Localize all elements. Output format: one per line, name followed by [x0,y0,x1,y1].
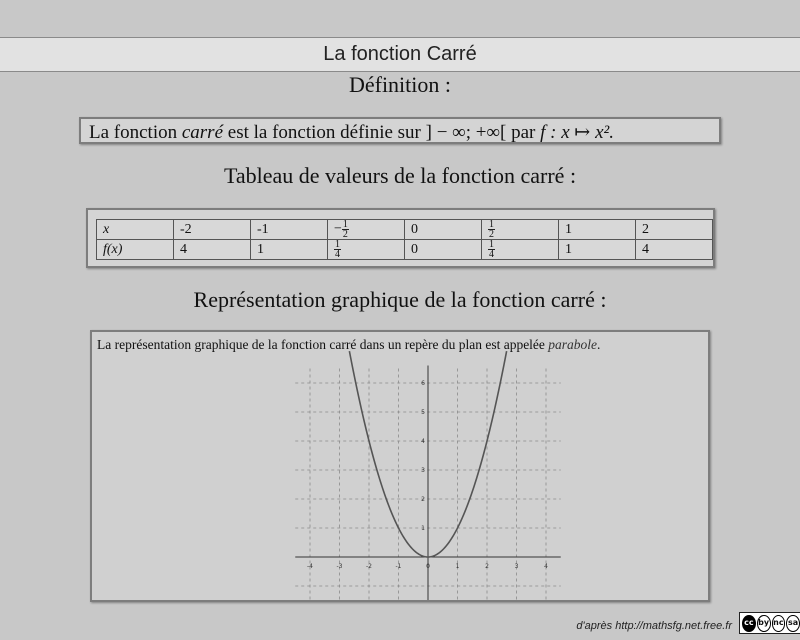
cc-license-badge [739,612,800,634]
table-cell-x-3: 0 [405,220,482,240]
table-cell-x-1: -1 [251,220,328,240]
table-heading: Tableau de valeurs de la fonction carré : [223,163,577,188]
definition-text-mid: est la fonction définie sur [223,122,426,143]
y-tick-label: 2 [421,496,425,503]
definition-italic-word: carré [181,122,224,143]
row-x-label: x [97,220,174,240]
definition-heading: Définition : [348,72,452,97]
x-tick-label: -1 [395,563,402,570]
table-cell-x-5: 1 [559,220,636,240]
values-table-box [86,208,715,268]
table-cell-fx-1: 1 [251,240,328,260]
x-tick-label: -3 [336,563,343,570]
cc-icon: cc [742,615,756,632]
y-tick-label: 3 [421,467,425,474]
slide-title: La fonction Carré [323,43,477,65]
y-tick-label: 5 [421,409,425,416]
table-cell-x-4: $\frac{1}{2}$ [482,220,559,240]
graph-text-end: . [597,337,601,352]
x-tick-label: -4 [307,563,313,570]
table-row-x [97,220,713,240]
graph-italic-word: parabole [548,337,598,352]
table-cell-fx-3: 0 [405,240,482,260]
x-tick-label: -2 [366,563,372,570]
table-cell-x-0: -2 [174,220,251,240]
credit-text: d'après http://mathsfg.net.free.fr [576,620,732,632]
table-cell-x-6: 2 [636,220,713,240]
graph-text: La représentation graphique de la fonction carré dans un repère du plan est appelée [97,337,549,352]
y-tick-label: 4 [421,438,425,445]
slide-title-bar [0,37,800,72]
parabola-chart [92,332,708,600]
graph-heading: Représentation graphique de la fonction carré : [193,287,607,312]
definition-text-before: La fonction [89,122,182,143]
definition-text-par: par [506,122,541,143]
table-cell-fx-4: $\frac{1}{4}$ [482,240,559,260]
x-tick-label: 3 [514,563,519,570]
x-tick-label: 1 [455,563,460,570]
by-icon: by [757,615,771,632]
table-cell-x-2: − $\frac{1}{2}$ [328,220,405,240]
definition-formula: f : x ↦ x². [540,122,614,143]
x-tick-label: 2 [485,563,489,570]
x-tick-label: 4 [544,563,548,570]
y-tick-label: 6 [421,380,425,387]
table-cell-fx-5: 1 [559,240,636,260]
sa-icon: sa [786,615,800,632]
graph-box [90,330,710,602]
row-fx-label: f(x) [97,240,174,260]
definition-box [79,117,721,144]
values-table [96,219,713,260]
table-cell-fx-2: $\frac{1}{4}$ [328,240,405,260]
table-cell-fx-6: 4 [636,240,713,260]
table-cell-fx-0: 4 [174,240,251,260]
definition-interval: ] − ∞; +∞[ [425,122,507,143]
y-tick-label: 1 [421,525,425,532]
x-tick-label: 0 [426,563,430,570]
table-row-fx [97,240,713,260]
nc-icon: nc [772,615,786,632]
